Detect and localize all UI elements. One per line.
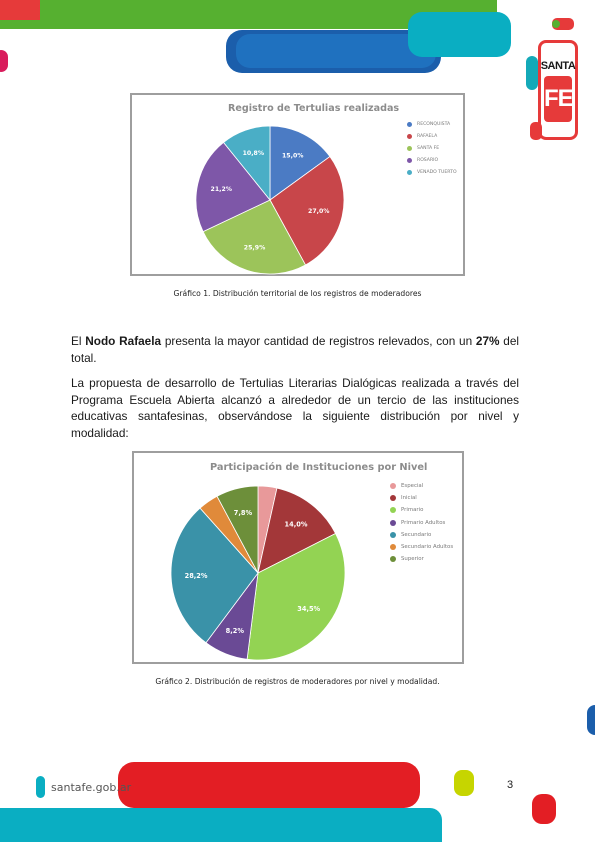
chart-2-label-superior: 7,8% xyxy=(233,509,253,518)
right-blue-pill xyxy=(587,705,595,735)
chart-1-legend-label-rafaela: RAFAELA xyxy=(417,133,438,139)
chart-2-label-primario-adultos: 8,2% xyxy=(225,626,244,635)
chart-1-label-rafaela: 27,0% xyxy=(308,208,330,216)
chart-2-legend-label-primario-adultos: Primario Adultos xyxy=(401,519,446,526)
header-red-band xyxy=(0,0,40,20)
chart-2-legend-swatch-secundario xyxy=(390,532,396,538)
logo-text-santa: SANTA xyxy=(540,60,576,72)
chart-2-legend-swatch-especial xyxy=(390,483,396,489)
chart-1-legend-item-santa-fe xyxy=(407,142,457,154)
chart-1-legend-swatch-venado-tuerto xyxy=(407,170,412,175)
logo-teal-shape xyxy=(526,56,538,90)
paragraph-1-bold-percent: 27% xyxy=(475,334,500,348)
chart-2-frame xyxy=(132,451,464,664)
chart-2-legend-label-secundario-adultos: Secundario Adultos xyxy=(401,544,454,551)
chart-2-label-inicial: 14,0% xyxy=(284,520,308,529)
chart-2-legend-label-superior: Superior xyxy=(401,556,424,563)
chart-1-legend-label-santa-fe: SANTA FE xyxy=(417,145,440,151)
chart-2-legend xyxy=(390,480,453,565)
footer-site-text: santafe.gob.ar xyxy=(51,780,132,794)
paragraph-1-text-a: El xyxy=(71,334,86,348)
page-number: 3 xyxy=(507,779,514,791)
chart-1-legend-swatch-reconquista xyxy=(407,122,412,127)
header-blue-pill-light xyxy=(236,34,436,68)
chart-2-legend-swatch-inicial xyxy=(390,495,396,501)
footer-site-logo xyxy=(36,774,131,800)
logo-red-bottom xyxy=(530,122,542,140)
chart-2-legend-item-primario xyxy=(390,504,453,516)
chart-2-pie xyxy=(160,471,350,661)
chart-1-legend-item-reconquista xyxy=(407,118,457,130)
chart-2-legend-swatch-superior xyxy=(390,556,396,562)
chart-1-legend-swatch-rosario xyxy=(407,158,412,163)
chart-2-legend-item-secundario-adultos xyxy=(390,541,453,553)
chart-2-legend-swatch-primario-adultos xyxy=(390,520,396,526)
paragraph-1-text-c: del total. xyxy=(71,334,519,365)
chart-2-legend-label-inicial: Inicial xyxy=(401,495,417,502)
chart-1-legend-item-rosario xyxy=(407,154,457,166)
chart-1-label-rosario: 21,2% xyxy=(210,186,232,194)
chart-2-legend-label-primario: Primario xyxy=(401,507,424,514)
chart-2-label-secundario: 28,2% xyxy=(184,572,208,581)
chart-1-label-santa-fe: 25,9% xyxy=(243,244,266,252)
chart-2-title: Participación de Instituciones por Nivel xyxy=(210,462,428,473)
chart-1-label-venado-tuerto: 10,8% xyxy=(242,150,265,158)
paragraph-1-text-b: presenta la mayor cantidad de registros relevados, con un xyxy=(161,334,476,348)
logo-text-fe: FE xyxy=(544,85,573,112)
logo-green-dot xyxy=(552,20,560,28)
santa-fe-logo xyxy=(526,18,582,146)
chart-1-caption: Gráfico 1. Distribución territorial de los registros de moderadores xyxy=(173,289,422,298)
chart-1-title: Registro de Tertulias realizadas xyxy=(228,103,400,114)
left-magenta-pill xyxy=(0,50,8,72)
chart-1-pie xyxy=(190,115,350,275)
chart-1-frame xyxy=(130,93,465,276)
chart-1-legend-swatch-santa-fe xyxy=(407,146,412,151)
header-teal-pill xyxy=(408,12,511,57)
chart-1-legend-label-reconquista: RECONQUISTA xyxy=(417,121,451,127)
chart-2-legend-item-secundario xyxy=(390,529,453,541)
chart-1-legend xyxy=(407,118,457,178)
chart-2-legend-item-superior xyxy=(390,553,453,565)
chart-2-legend-item-primario-adultos xyxy=(390,517,453,529)
chart-1-legend-label-venado-tuerto: VENADO TUERTO xyxy=(417,169,457,175)
footer-teal-icon xyxy=(36,776,45,798)
footer-teal-band xyxy=(0,808,442,842)
chart-2-legend-item-inicial xyxy=(390,492,453,504)
chart-2-label-primario: 34,5% xyxy=(297,604,321,613)
chart-2-legend-label-secundario: Secundario xyxy=(401,531,432,538)
footer-red-pill xyxy=(532,794,556,824)
paragraph-1-bold-nodo: Nodo Rafaela xyxy=(85,334,162,348)
chart-2-legend-label-especial: Especial xyxy=(401,483,424,490)
paragraph-tertulias: La propuesta de desarrollo de Tertulias Literarias Dialógicas realizada a través del Programa Escuela Abierta alcanzó a alrededor de un tercio de las instituciones educativas santafesinas, observándose la siguiente distribución por nivel y modalidad: xyxy=(71,376,519,440)
chart-1-legend-swatch-rafaela xyxy=(407,134,412,139)
paragraph-nodo-rafaela xyxy=(71,333,519,366)
footer-red-band xyxy=(118,762,420,808)
chart-1-label-reconquista: 15,0% xyxy=(281,152,304,160)
chart-1-legend-label-rosario: ROSARIO xyxy=(417,157,439,163)
chart-2-legend-item-especial xyxy=(390,480,453,492)
chart-1-legend-item-rafaela xyxy=(407,130,457,142)
footer-lime-pill xyxy=(454,770,474,796)
chart-2-legend-swatch-primario xyxy=(390,507,396,513)
chart-2-caption: Gráfico 2. Distribución de registros de moderadores por nivel y modalidad. xyxy=(155,677,440,686)
chart-1-legend-item-venado-tuerto xyxy=(407,166,457,178)
chart-2-legend-swatch-secundario-adultos xyxy=(390,544,396,550)
